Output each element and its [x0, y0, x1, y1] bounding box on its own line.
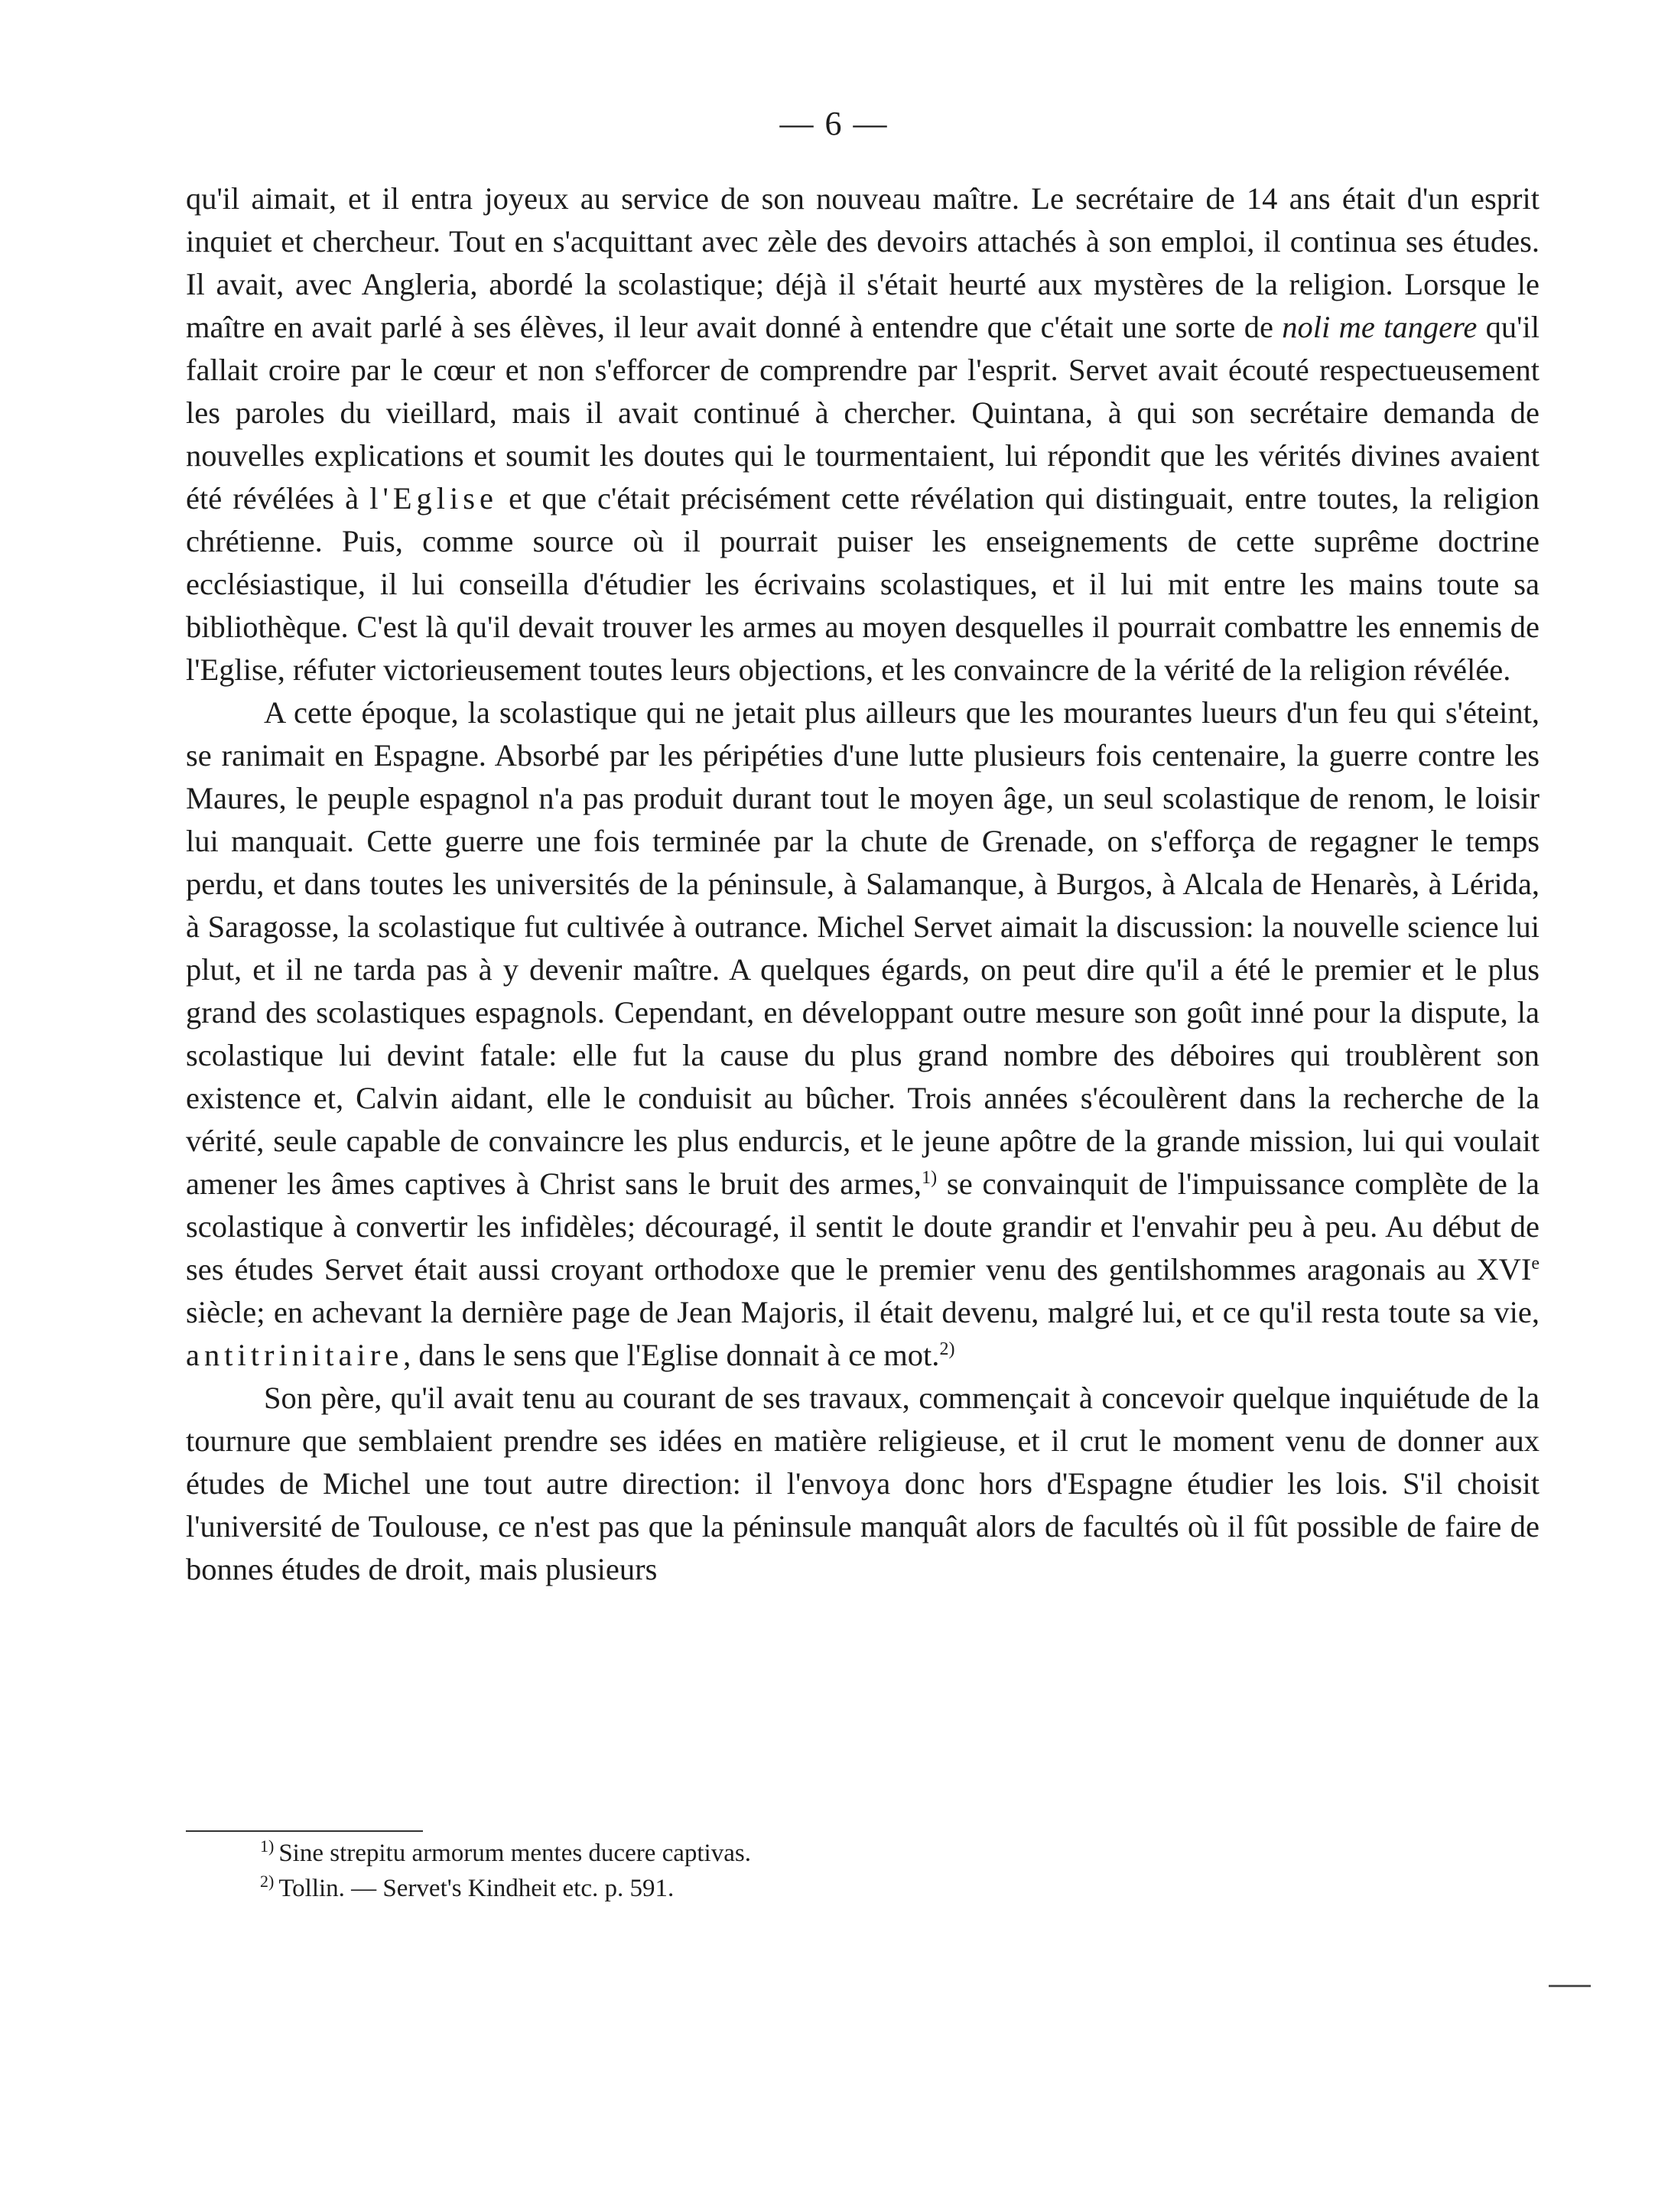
- page-number: — 6 —: [779, 105, 889, 142]
- spaced-emphasis: l'Eglise: [369, 481, 498, 516]
- footnote-marker: 1): [260, 1836, 275, 1856]
- paragraph-1: [186, 177, 1540, 691]
- footnote-divider: [186, 1830, 423, 1832]
- text-run: et que c'était précisément cette révélation qui distinguait, entre toutes, la religion chrétienne. Puis, comme source où il pourrait puiser les enseignements de cette suprême doctrine ecclésiastique, il lui conseilla d'étudier les écrivains scolastiques, et il lui mit entre les mains toute sa bibliothèque. C'est là qu'il devait trouver les armes au moyen desquelles il pourrait combattre les ennemis de l'Eglise, réfuter victorieusement toutes leurs objections, et les convaincre de la vérité de la religion révélée.: [186, 481, 1540, 687]
- spaced-emphasis: antitrinitaire: [186, 1338, 404, 1372]
- footnote-ref-2: 2): [939, 1339, 955, 1359]
- text-run: A cette époque, la scolastique qui ne jetait plus ailleurs que les mourantes lueurs d'un feu qui s'éteint, se ranimait en Espagne. Absorbé par les péripéties d'une lutte plusieurs fois centenaire, la guerre contre les Maures, le peuple espagnol n'a pas produit durant tout le moyen âge, un seul scolastique de renom, le loisir lui manquait. Cette guerre une fois terminée par la chute de Grenade, on s'efforça de regagner le temps perdu, et dans toutes les universités de la péninsule, à Salamanque, à Burgos, à Alcala de Henarès, à Lérida, à Saragosse, la scolastique fut cultivée à outrance. Michel Servet aimait la discussion: la nouvelle science lui plut, et il ne tarda pas à y devenir maître. A quelques égards, on peut dire qu'il a été le premier et le plus grand des scolastiques espagnols. Cependant, en développant outre mesure son goût inné pour la dispute, la scolastique lui devint fatale: elle fut la cause du plus grand nombre des déboires qui troublèrent son existence et, Calvin aidant, elle le conduisit au bûcher. Trois années s'écoulèrent dans la recherche de la vérité, seule capable de convaincre les plus endurcis, et le jeune apôtre de la grande mission, lui qui voulait amener les âmes captives à Christ sans le bruit des armes,: [186, 695, 1540, 1201]
- ordinal-superscript: e: [1531, 1254, 1540, 1274]
- text-run: siècle; en achevant la dernière page de Jean Majoris, il était devenu, malgré lui, et ce qu'il resta toute sa vie,: [186, 1295, 1540, 1329]
- text-run: , dans le sens que l'Eglise donnait à ce mot.: [403, 1338, 940, 1372]
- paragraph-2: [186, 691, 1540, 1377]
- body-text: [186, 177, 1540, 1591]
- footnote-2: [260, 1871, 1484, 1906]
- text-run: qu'il aimait, et il entra joyeux au service de son nouveau maître. Le secrétaire de 14 ans était d'un esprit inquiet et chercheur. Tout en s'acquittant avec zèle des devoirs attachés à son emploi, il continua ses études. Il avait, avec Angleria, abordé la scolastique; déjà il s'était heurté aux mystères de la religion. Lorsque le maître en avait parlé à ses élèves, il leur avait donné à entendre que c'était une sorte de: [186, 181, 1540, 344]
- text-run: qu'il fallait croire par le cœur et non s'efforcer de comprendre par l'esprit. Servet avait écouté respectueusement les paroles du vieillard, mais il avait continué à chercher. Quintana, à qui son secrétaire demanda de nouvelles explications et soumit les doutes qui le tourmentaient, lui répondit que les vérités divines avaient été révélées à: [186, 310, 1540, 516]
- text-run: se convainquit de l'impuissance complète de la scolastique à convertir les infidèles; découragé, il sentit le doute grandir et l'envahir peu à peu. Au début de ses études Servet était aussi croyant orthodoxe que le premier venu des gentilshommes aragonais au XVI: [186, 1166, 1540, 1287]
- footnote-marker: 2): [260, 1872, 275, 1891]
- italic-phrase: noli me tangere: [1282, 310, 1478, 344]
- footnote-text: Tollin. — Servet's Kindheit etc. p. 591.: [278, 1875, 675, 1902]
- scan-edge-mark: [1549, 1985, 1591, 1987]
- footnote-ref-1: 1): [922, 1168, 938, 1188]
- text-run: Son père, qu'il avait tenu au courant de ses travaux, commençait à concevoir quelque inquiétude de la tournure que semblaient prendre ses idées en matière religieuse, et il crut le moment venu de donner aux études de Michel une tout autre direction: il l'envoya donc hors d'Espagne étudier les lois. S'il choisit l'université de Toulouse, ce n'est pas que la péninsule manquât alors de facultés où il fût possible de faire de bonnes études de droit, mais plusieurs: [186, 1381, 1540, 1586]
- footnote-text: Sine strepitu armorum mentes ducere captivas.: [278, 1840, 751, 1867]
- paragraph-3: [186, 1377, 1540, 1591]
- footnotes: [260, 1836, 1484, 1906]
- footnote-1: [260, 1836, 1484, 1871]
